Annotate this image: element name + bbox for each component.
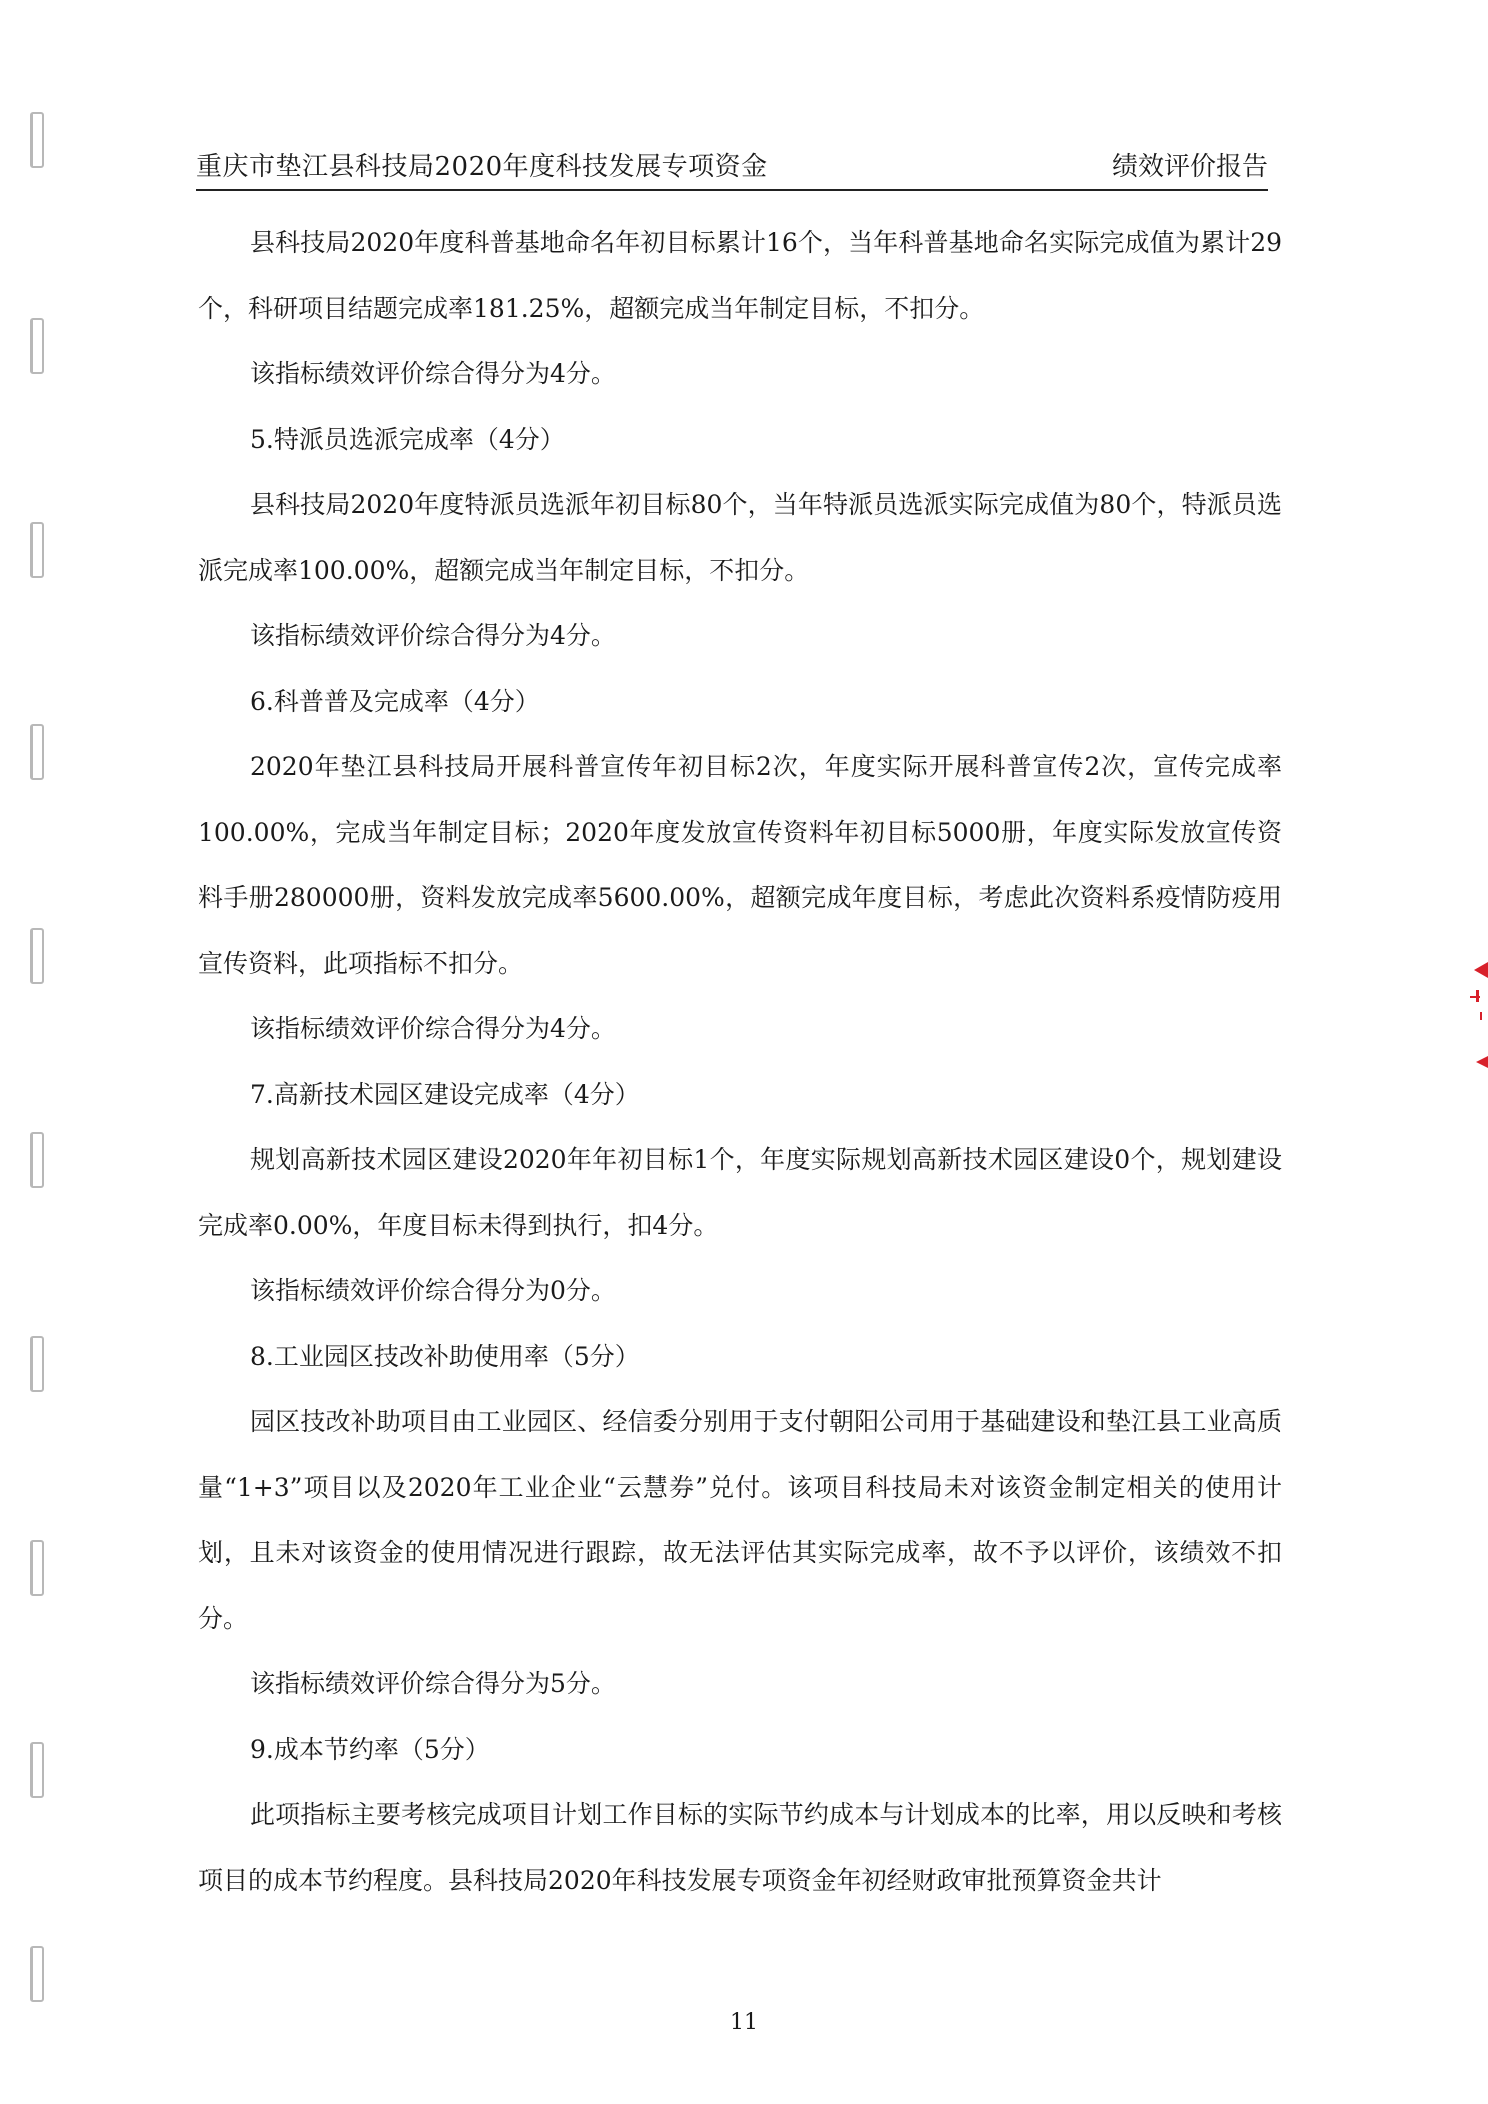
body-content: [198, 210, 1282, 1913]
binding-mark: [30, 1946, 44, 2002]
section-heading: 6.科普普及完成率（4分）: [250, 686, 540, 716]
binding-mark: [30, 112, 44, 168]
section-heading: 8.工业园区技改补助使用率（5分）: [250, 1341, 640, 1371]
paragraph: 县科技局2020年度特派员选派年初目标80个，当年特派员选派实际完成值为80个，特派员选派完成率100.00%，超额完成当年制定目标，不扣分。: [198, 490, 1282, 585]
score-line: 该指标绩效评价综合得分为4分。: [250, 359, 616, 388]
paragraph: 园区技改补助项目由工业园区、经信委分别用于支付朝阳公司用于基础建设和垫江县工业高质量“1+3”项目以及2020年工业企业“云慧券”兑付。该项目科技局未对该资金制定相关的使用计划，且未对该资金的使用情况进行跟踪，故无法评估其实际完成率，故不予以评价，该绩效不扣分。: [198, 1407, 1282, 1633]
binding-mark: [30, 1540, 44, 1596]
page-header: [196, 143, 1268, 191]
binding-mark: [30, 1742, 44, 1798]
binding-mark: [30, 1132, 44, 1188]
header-report-type: 绩效评价报告: [1111, 152, 1268, 182]
header-title: 重庆市垫江县科技局2020年度科技发展专项资金: [196, 152, 768, 182]
binding-mark: [30, 522, 44, 578]
binding-mark: [30, 724, 44, 780]
binding-mark: [30, 1336, 44, 1392]
paragraph: 规划高新技术园区建设2020年年初目标1个，年度实际规划高新技术园区建设0个，规划建设完成率0.00%，年度目标未得到执行，扣4分。: [198, 1145, 1282, 1240]
paragraph: 县科技局2020年度科普基地命名年初目标累计16个，当年科普基地命名实际完成值为累计29个，科研项目结题完成率181.25%，超额完成当年制定目标，不扣分。: [198, 228, 1282, 323]
score-line: 该指标绩效评价综合得分为4分。: [250, 621, 616, 650]
section-heading: 9.成本节约率（5分）: [250, 1734, 490, 1764]
score-line: 该指标绩效评价综合得分为4分。: [250, 1014, 616, 1043]
binding-mark: [30, 318, 44, 374]
score-line: 该指标绩效评价综合得分为0分。: [250, 1276, 616, 1305]
section-heading: 5.特派员选派完成率（4分）: [250, 424, 565, 454]
seal-fragment-icon: [1452, 960, 1488, 1070]
section-heading: 7.高新技术园区建设完成率（4分）: [250, 1079, 640, 1109]
paragraph: 此项指标主要考核完成项目计划工作目标的实际节约成本与计划成本的比率，用以反映和考核项目的成本节约程度。县科技局2020年科技发展专项资金年初经财政审批预算资金共计: [198, 1800, 1282, 1895]
score-line: 该指标绩效评价综合得分为5分。: [250, 1669, 616, 1698]
binding-mark: [30, 928, 44, 984]
paragraph: 2020年垫江县科技局开展科普宣传年初目标2次，年度实际开展科普宣传2次，宣传完成率100.00%，完成当年制定目标；2020年度发放宣传资料年初目标5000册，年度实际发放宣传资料手册280000册，资料发放完成率5600.00%，超额完成年度目标，考虑此次资料系疫情防疫用宣传资料，此项指标不扣分。: [198, 752, 1282, 978]
page-number: 11: [730, 2010, 758, 2035]
